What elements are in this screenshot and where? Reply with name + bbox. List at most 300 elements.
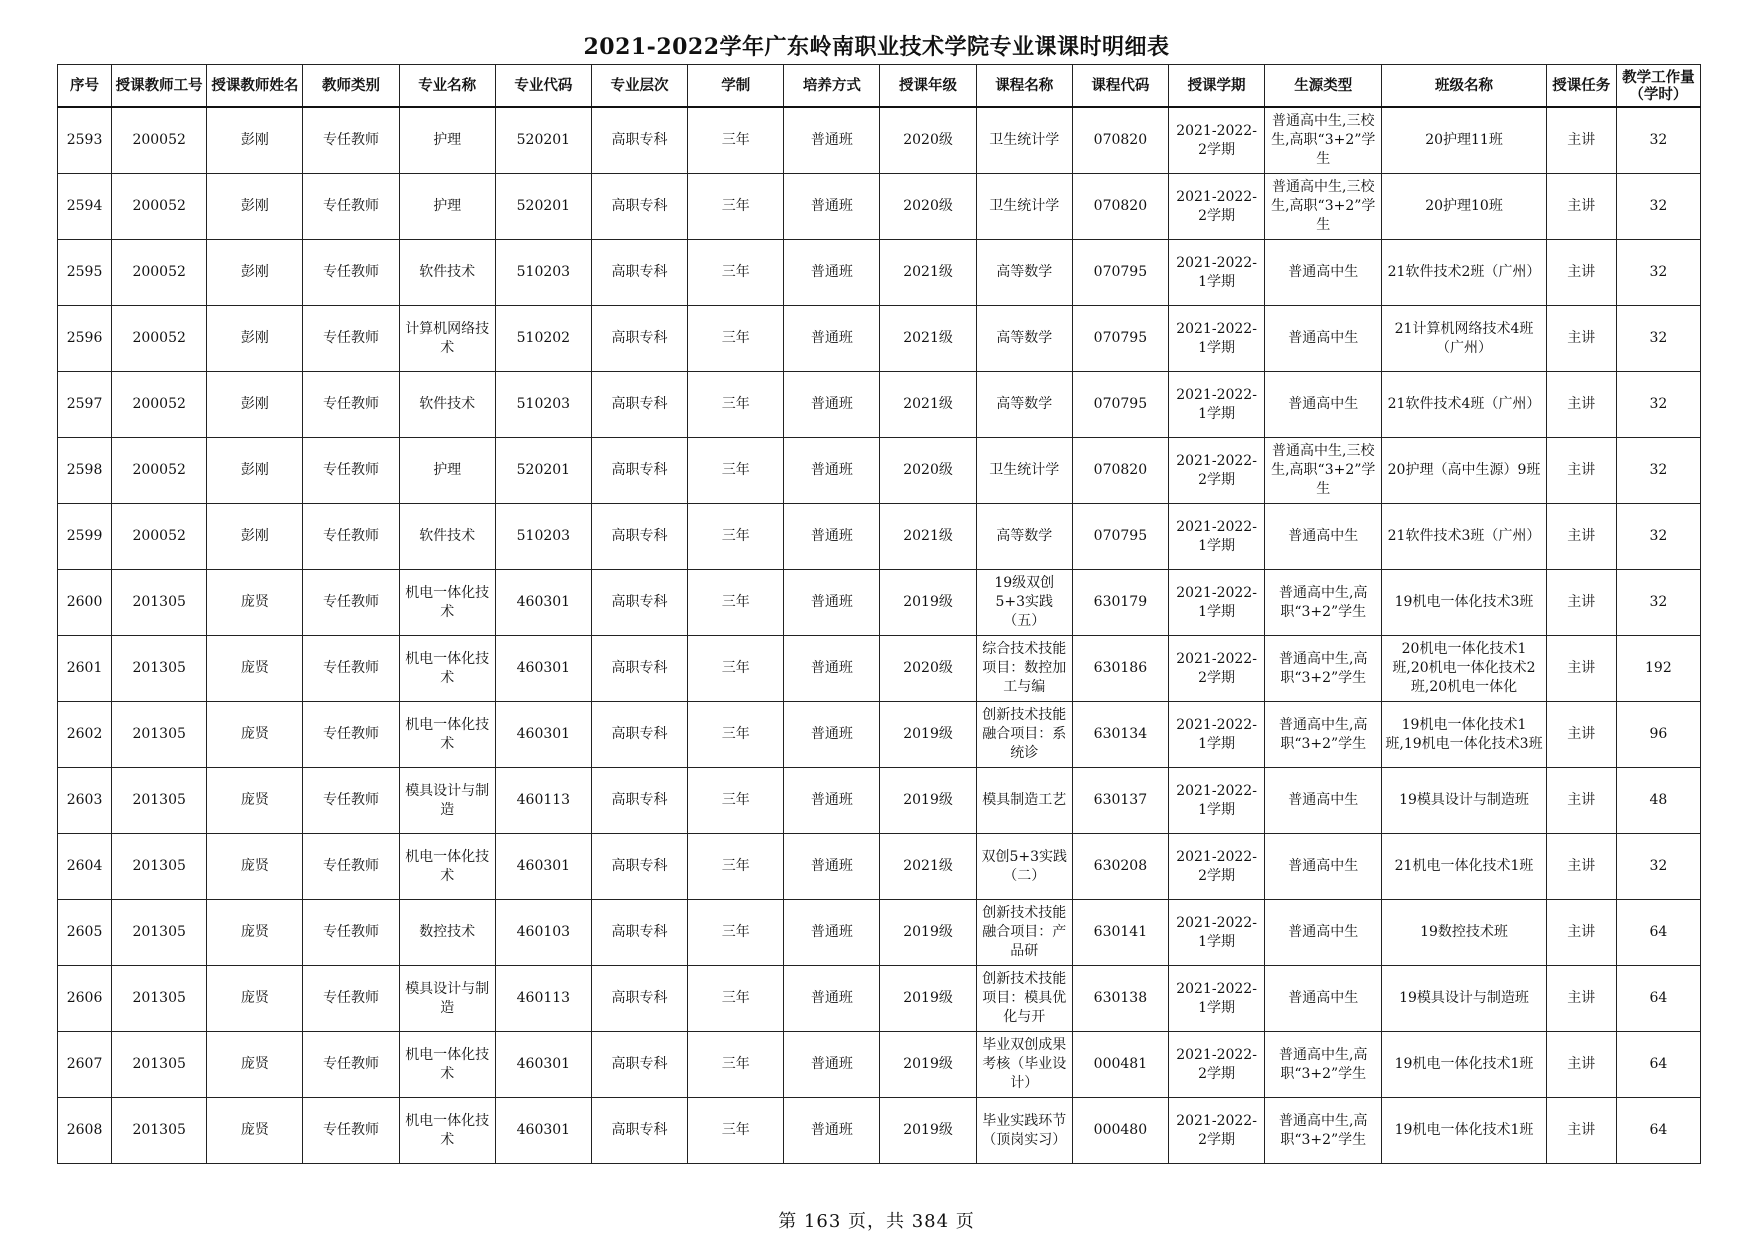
table-cell	[1616, 702, 1700, 768]
cell-text: 专任教师	[323, 858, 380, 874]
cell-text: 普通班	[810, 396, 853, 412]
column-header: 专业层次	[591, 65, 687, 108]
cell-text: 创新技术技能融合项目：产品研	[982, 905, 1067, 959]
table-cell	[1546, 900, 1616, 966]
cell-text: 2019级	[903, 924, 953, 940]
cell-text: 专任教师	[323, 330, 380, 346]
table-cell	[688, 174, 784, 240]
table-cell	[207, 1032, 303, 1098]
cell-text: 2021-2022-2学期	[1176, 188, 1257, 224]
cell-text: 21计算机网络技术4班（广州）	[1394, 320, 1534, 356]
cell-text: 630208	[1093, 858, 1148, 874]
table-cell	[1265, 438, 1382, 504]
table-cell	[303, 570, 399, 636]
table-cell	[303, 306, 399, 372]
cell-text: 201305	[132, 594, 186, 610]
cell-text: 2601	[66, 660, 103, 676]
cell-text: 彭刚	[240, 264, 269, 280]
cell-text: 19机电一体化技术3班	[1394, 594, 1534, 610]
cell-text: 070795	[1093, 330, 1148, 346]
cell-text: 普通高中生	[1288, 792, 1359, 808]
cell-text: 32	[1649, 198, 1668, 214]
cell-text: 毕业实践环节（顶岗实习）	[982, 1112, 1067, 1148]
cell-text: 201305	[132, 990, 186, 1006]
table-cell	[1072, 372, 1168, 438]
table-cell	[207, 240, 303, 306]
column-header: 授课学期	[1168, 65, 1264, 108]
cell-text: 高职专科	[611, 264, 668, 280]
cell-text: 2021-2022-1学期	[1176, 254, 1257, 290]
cell-text: 64	[1649, 924, 1668, 940]
cell-text: 普通高中生	[1288, 528, 1359, 544]
table-cell	[58, 1032, 112, 1098]
table-cell	[976, 372, 1072, 438]
cell-text: 计算机网络技术	[405, 320, 490, 356]
cell-text: 普通高中生	[1288, 330, 1359, 346]
table-cell	[1546, 966, 1616, 1032]
cell-text: 三年	[721, 330, 750, 346]
cell-text: 主讲	[1567, 660, 1596, 676]
cell-text: 庞贤	[240, 858, 269, 874]
table-cell	[880, 966, 976, 1032]
cell-text: 主讲	[1567, 528, 1596, 544]
cell-text: 三年	[721, 462, 750, 478]
table-cell	[1168, 1098, 1264, 1164]
cell-text: 2019级	[903, 1056, 953, 1072]
table-cell	[399, 1032, 495, 1098]
table-cell	[1382, 570, 1546, 636]
cell-text: 21软件技术4班（广州）	[1387, 396, 1541, 412]
cell-text: 630179	[1093, 594, 1148, 610]
page-footer: 第 163 页，共 384 页	[778, 1211, 975, 1232]
cell-text: 070795	[1093, 528, 1148, 544]
table-cell	[688, 1098, 784, 1164]
cell-text: 2602	[66, 726, 103, 742]
cell-text: 三年	[721, 990, 750, 1006]
table-cell	[1168, 438, 1264, 504]
column-header: 授课年级	[880, 65, 976, 108]
cell-text: 460301	[516, 1056, 571, 1072]
cell-text: 2021-2022-1学期	[1176, 782, 1257, 818]
table-row	[58, 1098, 1701, 1164]
cell-text: 510203	[516, 264, 571, 280]
cell-text: 模具设计与制造	[405, 782, 490, 818]
table-cell	[399, 702, 495, 768]
table-cell	[976, 768, 1072, 834]
table-cell	[976, 174, 1072, 240]
table-cell	[112, 636, 207, 702]
cell-text: 三年	[721, 792, 750, 808]
document-title: 2021-2022学年广东岭南职业技术学院专业课课时明细表	[583, 34, 1170, 60]
table-cell	[1382, 768, 1546, 834]
cell-text: 高等数学	[996, 396, 1053, 412]
table-cell	[591, 174, 687, 240]
table-row	[58, 174, 1701, 240]
cell-text: 19机电一体化技术1班	[1394, 1122, 1534, 1138]
cell-text: 普通班	[810, 264, 853, 280]
table-cell	[1382, 1032, 1546, 1098]
table-cell	[591, 438, 687, 504]
table-cell	[1168, 240, 1264, 306]
table-cell	[303, 174, 399, 240]
table-cell	[112, 1032, 207, 1098]
cell-text: 三年	[721, 726, 750, 742]
cell-text: 专任教师	[323, 132, 380, 148]
table-cell	[207, 372, 303, 438]
table-cell	[58, 702, 112, 768]
table-cell	[784, 107, 880, 174]
table-row	[58, 900, 1701, 966]
table-cell	[58, 372, 112, 438]
table-cell	[880, 240, 976, 306]
table-cell	[784, 306, 880, 372]
cell-text: 专任教师	[323, 264, 380, 280]
table-cell	[784, 900, 880, 966]
table-cell	[976, 834, 1072, 900]
table-cell	[591, 570, 687, 636]
cell-text: 460103	[516, 924, 571, 940]
table-cell	[1265, 174, 1382, 240]
cell-text: 000481	[1093, 1056, 1148, 1072]
table-cell	[688, 636, 784, 702]
table-cell	[1265, 372, 1382, 438]
table-row	[58, 570, 1701, 636]
cell-text: 普通班	[810, 198, 853, 214]
table-cell	[1265, 504, 1382, 570]
cell-text: 主讲	[1567, 462, 1596, 478]
table-cell	[1265, 636, 1382, 702]
table-cell	[399, 768, 495, 834]
cell-text: 普通班	[810, 660, 853, 676]
table-cell	[1168, 966, 1264, 1032]
cell-text: 主讲	[1567, 132, 1596, 148]
cell-text: 主讲	[1567, 726, 1596, 742]
cell-text: 2021-2022-1学期	[1176, 320, 1257, 356]
cell-text: 2021-2022-2学期	[1176, 650, 1257, 686]
table-cell	[1168, 702, 1264, 768]
table-cell	[207, 174, 303, 240]
cell-text: 三年	[721, 1056, 750, 1072]
table-cell	[1265, 306, 1382, 372]
table-cell	[784, 636, 880, 702]
table-cell	[495, 834, 591, 900]
table-cell	[784, 504, 880, 570]
cell-text: 2021-2022-2学期	[1176, 452, 1257, 488]
cell-text: 460113	[516, 792, 571, 808]
cell-text: 2021-2022-2学期	[1176, 848, 1257, 884]
cell-text: 主讲	[1567, 594, 1596, 610]
cell-text: 460301	[516, 726, 571, 742]
cell-text: 32	[1649, 264, 1668, 280]
cell-text: 专任教师	[323, 396, 380, 412]
table-cell	[1072, 240, 1168, 306]
table-cell	[1072, 174, 1168, 240]
cell-text: 200052	[132, 330, 186, 346]
column-header: 班级名称	[1382, 65, 1546, 108]
cell-text: 200052	[132, 132, 186, 148]
cell-text: 200052	[132, 462, 186, 478]
table-cell	[495, 1032, 591, 1098]
table-cell	[495, 306, 591, 372]
table-cell	[1072, 636, 1168, 702]
cell-text: 2021-2022-1学期	[1176, 386, 1257, 422]
cell-text: 高职专科	[611, 726, 668, 742]
table-cell	[58, 768, 112, 834]
cell-text: 2604	[66, 858, 103, 874]
cell-text: 庞贤	[240, 660, 269, 676]
table-cell	[112, 438, 207, 504]
table-cell	[1072, 900, 1168, 966]
table-cell	[976, 1032, 1072, 1098]
cell-text: 高职专科	[611, 660, 668, 676]
cell-text: 19数控技术班	[1420, 924, 1508, 940]
table-cell	[1265, 570, 1382, 636]
table-cell	[976, 504, 1072, 570]
cell-text: 普通班	[810, 1056, 853, 1072]
column-header: 课程代码	[1072, 65, 1168, 108]
table-cell	[207, 900, 303, 966]
cell-text: 卫生统计学	[989, 462, 1060, 478]
column-header: 教师类别	[303, 65, 399, 108]
table-cell	[495, 966, 591, 1032]
cell-text: 2605	[66, 924, 103, 940]
cell-text: 主讲	[1567, 1122, 1596, 1138]
table-cell	[1072, 702, 1168, 768]
cell-text: 庞贤	[240, 594, 269, 610]
table-cell	[784, 702, 880, 768]
cell-text: 模具设计与制造	[405, 980, 490, 1016]
cell-text: 高职专科	[611, 528, 668, 544]
table-cell	[976, 966, 1072, 1032]
cell-text: 460301	[516, 594, 571, 610]
cell-text: 200052	[132, 264, 186, 280]
table-cell	[1546, 438, 1616, 504]
cell-text: 庞贤	[240, 1122, 269, 1138]
cell-text: 高等数学	[996, 330, 1053, 346]
table-cell	[784, 1032, 880, 1098]
cell-text: 2599	[66, 528, 103, 544]
table-cell	[1168, 834, 1264, 900]
table-cell	[303, 504, 399, 570]
cell-text: 彭刚	[240, 198, 269, 214]
table-cell	[1616, 900, 1700, 966]
cell-text: 20机电一体化技术1班,20机电一体化技术2班,20机电一体化	[1392, 641, 1536, 695]
cell-text: 高职专科	[611, 198, 668, 214]
table-cell	[112, 174, 207, 240]
cell-text: 专任教师	[323, 792, 380, 808]
cell-text: 庞贤	[240, 924, 269, 940]
table-cell	[1382, 1098, 1546, 1164]
table-cell	[591, 1098, 687, 1164]
table-cell	[880, 570, 976, 636]
table-cell	[591, 768, 687, 834]
column-header: 课程名称	[976, 65, 1072, 108]
cell-text: 普通高中生,三校生,高职“3+2”学生	[1271, 443, 1376, 497]
cell-text: 高职专科	[611, 858, 668, 874]
cell-text: 护理	[433, 462, 462, 478]
cell-text: 机电一体化技术	[405, 650, 490, 686]
cell-text: 高职专科	[611, 330, 668, 346]
table-cell	[399, 636, 495, 702]
table-row	[58, 306, 1701, 372]
table-cell	[784, 240, 880, 306]
cell-text: 机电一体化技术	[405, 584, 490, 620]
cell-text: 20护理11班	[1425, 132, 1503, 148]
table-cell	[1168, 107, 1264, 174]
table-cell	[1265, 966, 1382, 1032]
cell-text: 32	[1649, 594, 1668, 610]
cell-text: 200052	[132, 198, 186, 214]
cell-text: 机电一体化技术	[405, 1112, 490, 1148]
cell-text: 2020级	[903, 198, 953, 214]
cell-text: 201305	[132, 858, 186, 874]
table-cell	[112, 702, 207, 768]
table-cell	[1616, 438, 1700, 504]
cell-text: 主讲	[1567, 858, 1596, 874]
cell-text: 普通班	[810, 858, 853, 874]
table-cell	[1382, 834, 1546, 900]
cell-text: 三年	[721, 594, 750, 610]
cell-text: 普通高中生,三校生,高职“3+2”学生	[1271, 113, 1376, 167]
cell-text: 护理	[433, 132, 462, 148]
table-cell	[1546, 306, 1616, 372]
table-cell	[1168, 636, 1264, 702]
table-cell	[1616, 966, 1700, 1032]
cell-text: 201305	[132, 1056, 186, 1072]
table-cell	[1072, 107, 1168, 174]
table-cell	[1382, 107, 1546, 174]
course-hours-table	[57, 64, 1701, 1164]
table-cell	[976, 636, 1072, 702]
cell-text: 三年	[721, 396, 750, 412]
table-cell	[1616, 1098, 1700, 1164]
cell-text: 48	[1649, 792, 1668, 808]
table-cell	[207, 306, 303, 372]
table-cell	[1382, 966, 1546, 1032]
cell-text: 彭刚	[240, 396, 269, 412]
cell-text: 460301	[516, 1122, 571, 1138]
table-cell	[1616, 174, 1700, 240]
table-cell	[207, 570, 303, 636]
cell-text: 主讲	[1567, 1056, 1596, 1072]
cell-text: 2021-2022-2学期	[1176, 1112, 1257, 1148]
table-cell	[880, 107, 976, 174]
table-cell	[688, 834, 784, 900]
table-cell	[207, 438, 303, 504]
table-cell	[1616, 504, 1700, 570]
table-cell	[207, 107, 303, 174]
table-cell	[1072, 504, 1168, 570]
cell-text: 2596	[66, 330, 103, 346]
cell-text: 2606	[66, 990, 103, 1006]
cell-text: 000480	[1093, 1122, 1148, 1138]
table-cell	[303, 636, 399, 702]
table-cell	[58, 900, 112, 966]
column-header: 授课教师姓名	[207, 65, 303, 108]
column-header: 专业名称	[399, 65, 495, 108]
table-cell	[58, 636, 112, 702]
table-cell	[207, 966, 303, 1032]
cell-text: 520201	[516, 198, 571, 214]
table-cell	[1382, 174, 1546, 240]
table-cell	[976, 702, 1072, 768]
cell-text: 64	[1649, 1056, 1668, 1072]
cell-text: 201305	[132, 792, 186, 808]
cell-text: 201305	[132, 660, 186, 676]
cell-text: 2021-2022-1学期	[1176, 914, 1257, 950]
table-cell	[1382, 372, 1546, 438]
cell-text: 软件技术	[419, 528, 476, 544]
table-cell	[303, 768, 399, 834]
table-body	[58, 107, 1701, 1164]
table-cell	[399, 834, 495, 900]
table-cell	[1072, 1032, 1168, 1098]
cell-text: 卫生统计学	[989, 198, 1060, 214]
cell-text: 专任教师	[323, 660, 380, 676]
cell-text: 主讲	[1567, 330, 1596, 346]
table-cell	[1265, 702, 1382, 768]
table-cell	[1072, 768, 1168, 834]
table-cell	[1168, 504, 1264, 570]
cell-text: 32	[1649, 396, 1668, 412]
cell-text: 高职专科	[611, 396, 668, 412]
table-cell	[784, 570, 880, 636]
cell-text: 普通班	[810, 330, 853, 346]
cell-text: 综合技术技能项目：数控加工与编	[982, 641, 1067, 695]
cell-text: 19级双创5+3实践（五）	[994, 575, 1055, 629]
table-row	[58, 834, 1701, 900]
cell-text: 19机电一体化技术1班	[1394, 1056, 1534, 1072]
cell-text: 软件技术	[419, 264, 476, 280]
cell-text: 高等数学	[996, 528, 1053, 544]
table-cell	[495, 636, 591, 702]
table-cell	[688, 702, 784, 768]
cell-text: 机电一体化技术	[405, 848, 490, 884]
table-cell	[591, 306, 687, 372]
cell-text: 创新技术技能项目：模具优化与开	[982, 971, 1067, 1025]
cell-text: 软件技术	[419, 396, 476, 412]
table-cell	[495, 174, 591, 240]
table-cell	[399, 570, 495, 636]
table-cell	[1382, 240, 1546, 306]
table-cell	[495, 768, 591, 834]
cell-text: 主讲	[1567, 198, 1596, 214]
table-cell	[112, 1098, 207, 1164]
table-cell	[688, 966, 784, 1032]
cell-text: 2019级	[903, 990, 953, 1006]
cell-text: 96	[1649, 726, 1668, 742]
table-cell	[303, 1032, 399, 1098]
cell-text: 三年	[721, 924, 750, 940]
cell-text: 双创5+3实践（二）	[981, 848, 1067, 884]
cell-text: 普通高中生,高职“3+2”学生	[1279, 1112, 1368, 1148]
cell-text: 庞贤	[240, 792, 269, 808]
cell-text: 2021级	[903, 858, 953, 874]
table-cell	[1168, 768, 1264, 834]
table-cell	[495, 702, 591, 768]
table-cell	[1546, 834, 1616, 900]
table-cell	[688, 570, 784, 636]
table-cell	[1072, 1098, 1168, 1164]
cell-text: 普通班	[810, 528, 853, 544]
cell-text: 普通高中生	[1288, 264, 1359, 280]
table-row	[58, 636, 1701, 702]
table-cell	[1546, 570, 1616, 636]
cell-text: 机电一体化技术	[405, 716, 490, 752]
cell-text: 主讲	[1567, 396, 1596, 412]
cell-text: 2021-2022-2学期	[1176, 1046, 1257, 1082]
table-cell	[880, 1032, 976, 1098]
